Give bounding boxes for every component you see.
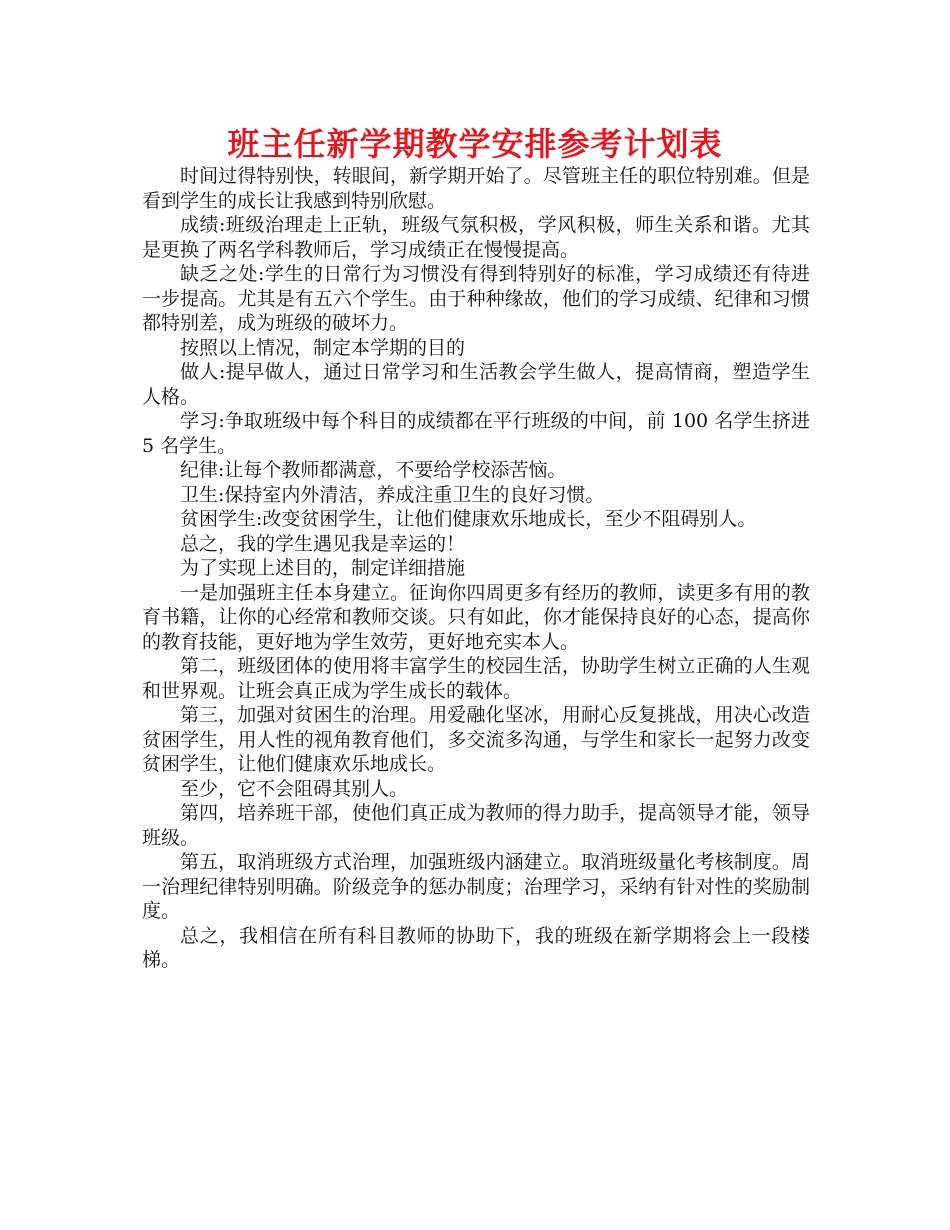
paragraph-measure-4: 第四，培养班干部，使他们真正成为教师的得力助手，提高领导才能，领导班级。 [142,802,810,849]
paragraph-goal-character: 做人:提早做人，通过日常学习和生活教会学生做人，提高情商，塑造学生人格。 [142,361,810,408]
paragraph-measures-heading: 为了实现上述目的，制定详细措施 [180,557,466,579]
paragraph-achievements: 成绩:班级治理走上正轨，班级气氛积极，学风积极，师生关系和谐。尤其是更换了两名学科教师后，学习成绩正在慢慢提高。 [142,214,810,261]
paragraph-shortcomings: 缺乏之处:学生的日常行为习惯没有得到特别好的标准，学习成绩还有待进一步提高。尤其是有五六个学生。由于种种缘故，他们的学习成绩、纪律和习惯都特别差，成为班级的破坏力。 [142,263,810,334]
paragraph-goal-study: 学习:争取班级中每个科目的成绩都在平行班级的中间，前 100 名学生挤进 5 名学生。 [142,410,810,457]
paragraph-measure-5: 第五，取消班级方式治理，加强班级内涵建立。取消班级量化考核制度。周一治理纪律特别明确。阶级竞争的惩办制度；治理学习，采纳有针对性的奖励制度。 [142,851,810,922]
paragraph-measure-1: 一是加强班主任本身建立。征询你四周更多有经历的教师，读更多有用的教育书籍，让你的心经常和教师交谈。只有如此，你才能保持良好的心态，提高你的教育技能，更好地为学生效劳，更好地充实本人。 [142,581,810,653]
paragraph-goals-summary: 总之，我的学生遇见我是幸运的！ [180,532,466,555]
paragraph-intro: 时间过得特别快，转眼间，新学期开始了。尽管班主任的职位特别难。但是看到学生的成长让我感到特别欣慰。 [142,165,810,212]
paragraph-goal-discipline: 纪律:让每个教师都满意，不要给学校添苦恼。 [180,459,567,481]
paragraph-measure-3-note: 至少，它不会阻碍其别人。 [180,777,409,800]
document-body [142,164,810,973]
paragraph-goal-hygiene: 卫生:保持室内外清洁，养成注重卫生的良好习惯。 [180,483,605,506]
paragraph-conclusion: 总之，我相信在所有科目教师的协助下，我的班级在新学期将会上一段楼梯。 [142,924,810,971]
paragraph-goal-struggling-students: 贫困学生:改变贫困学生，让他们健康欢乐地成长，至少不阻碍别人。 [180,508,757,530]
paragraph-goals-heading: 按照以上情况，制定本学期的目的 [180,336,466,359]
paragraph-measure-2: 第二，班级团体的使用将丰富学生的校园生活，协助学生树立正确的人生观和世界观。让班会真正成为学生成长的载体。 [142,655,810,702]
paragraph-measure-3: 第三，加强对贫困生的治理。用爱融化坚冰，用耐心反复挑战，用决心改造贫困学生，用人性的视角教育他们，多交流多沟通，与学生和家长一起努力改变贫困学生，让他们健康欢乐地成长。 [142,704,810,775]
document-title: 班主任新学期教学安排参考计划表 [227,125,723,163]
